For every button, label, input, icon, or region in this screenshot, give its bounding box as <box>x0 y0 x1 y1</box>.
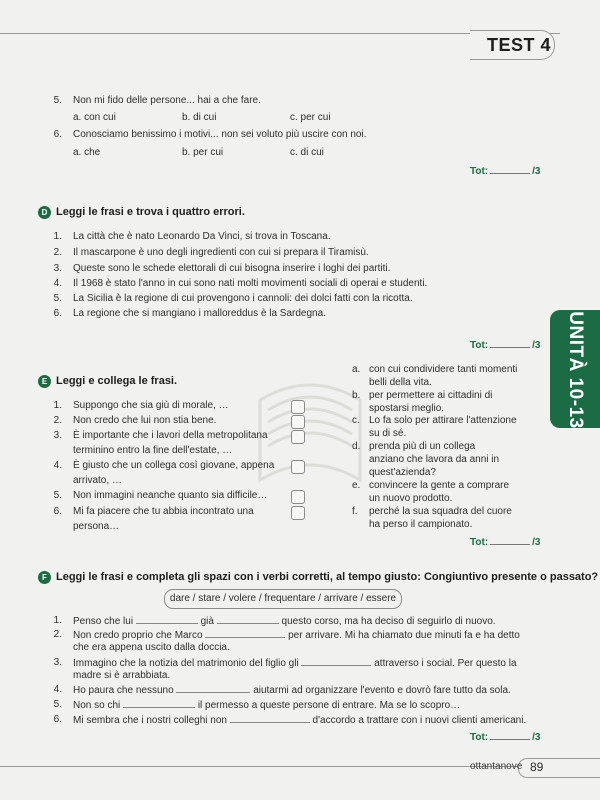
section-title: Leggi le frasi e trova i quattro errori. <box>56 206 245 218</box>
item-number: 6. <box>53 129 62 140</box>
sentence-text: Il mascarpone è uno degli ingredienti con cui si prepara il Tiramisù. <box>73 247 369 258</box>
sentence-start: Suppongo che sia giù di morale, … <box>73 400 229 411</box>
sentence-start: Mi fa piacere che tu abbia incontrato una <box>73 506 254 517</box>
item-number: 6. <box>53 506 62 517</box>
ending-letter: d. <box>352 441 361 452</box>
score-line: Tot: /3 <box>470 166 541 177</box>
unit-side-label: UNITÀ 10-13 <box>565 311 586 429</box>
item-number: 2. <box>53 247 62 258</box>
item-number: 3. <box>53 657 62 668</box>
answer-box[interactable] <box>291 490 305 504</box>
ending-text: quest'azienda? <box>369 467 436 478</box>
fill-sentence: Non credo proprio che Marco per arrivare. Mi ha chiamato due minuti fa e ha detto <box>73 630 520 641</box>
question-text: Non mi fido delle persone... hai a che fare. <box>73 95 261 106</box>
fill-sentence-cont: che era appena uscito dalla doccia. <box>73 642 230 653</box>
item-number: 6. <box>53 308 62 319</box>
ending-text: su di sé. <box>369 428 407 439</box>
ending-text: un nuovo prodotto. <box>369 493 453 504</box>
item-number: 5. <box>53 490 62 501</box>
blank-field[interactable] <box>123 698 195 708</box>
option-b[interactable]: b. per cui <box>182 147 224 158</box>
option-b[interactable]: b. di cui <box>182 112 217 123</box>
ending-text: perché la sua squadra del cuore <box>369 506 512 517</box>
page-title: TEST 4 <box>487 35 552 55</box>
fill-sentence-cont: madre si è arrabbiata. <box>73 670 171 681</box>
item-number: 3. <box>53 430 62 441</box>
sentence-start: È importante che i lavori della metropolitana <box>73 430 268 441</box>
fill-sentence: Mi sembra che i nostri colleghi non d'accordo a trattare con i nuovi clienti americani. <box>73 715 527 726</box>
blank-field[interactable] <box>136 614 198 624</box>
section-badge: E <box>38 375 51 388</box>
option-a[interactable]: a. che <box>73 147 101 158</box>
sentence-text: Il 1968 è stato l'anno in cui sono nati molti movimenti sociali di operai e studenti. <box>73 278 428 289</box>
item-number: 4. <box>53 460 62 471</box>
item-number: 1. <box>53 400 62 411</box>
score-line: Tot: /3 <box>470 340 541 351</box>
ending-letter: e. <box>352 480 361 491</box>
sentence-text: La città che è nato Leonardo Da Vinci, si trova in Toscana. <box>73 231 331 242</box>
fill-sentence: Penso che lui già questo corso, ma ha deciso di seguirlo di nuovo. <box>73 616 496 627</box>
item-number: 1. <box>53 231 62 242</box>
score-line: Tot: /3 <box>470 537 541 548</box>
sentence-start-cont: arrivato, … <box>73 475 122 486</box>
option-a[interactable]: a. con cui <box>73 112 116 123</box>
sentence-start: Non immagini neanche quanto sia difficile… <box>73 490 268 501</box>
ending-text: ha perso il campionato. <box>369 519 473 530</box>
item-number: 3. <box>53 263 62 274</box>
sentence-start: Non credo che lui non stia bene. <box>73 415 217 426</box>
section-title: Leggi le frasi e completa gli spazi con i verbi corretti, al tempo giusto: Congiuntivo presente o passato? <box>56 571 599 583</box>
item-number: 5. <box>53 699 62 710</box>
item-number: 5. <box>53 293 62 304</box>
section-badge: D <box>38 206 51 219</box>
section-badge: F <box>38 571 51 584</box>
sentence-start: È giusto che un collega così giovane, appena <box>73 460 275 471</box>
ending-text: Lo fa solo per attirare l'attenzione <box>369 415 517 426</box>
blank-field[interactable] <box>217 614 279 624</box>
item-number: 4. <box>53 278 62 289</box>
ending-text: anziano che lavora da anni in <box>369 454 500 465</box>
fill-sentence: Ho paura che nessuno aiutarmi ad organizzare l'evento e dovrò fare tutto da sola. <box>73 685 511 696</box>
score-line: Tot: /3 <box>470 732 541 743</box>
question-text: Conosciamo benissimo i motivi... non sei voluto più uscire con noi. <box>73 129 367 140</box>
answer-box[interactable] <box>291 415 305 429</box>
ending-text: per permettere ai cittadini di <box>369 390 493 401</box>
item-number: 2. <box>53 415 62 426</box>
ending-letter: b. <box>352 390 361 401</box>
sentence-text: Queste sono le schede elettorali di cui bisogna inserire i loghi dei partiti. <box>73 263 391 274</box>
answer-box[interactable] <box>291 460 305 474</box>
blank-field[interactable] <box>230 713 310 723</box>
ending-letter: a. <box>352 364 361 375</box>
ending-text: belli della vita. <box>369 377 432 388</box>
blank-field[interactable] <box>301 656 371 666</box>
page-number-word: ottantanove <box>470 761 523 772</box>
option-c[interactable]: c. per cui <box>290 112 331 123</box>
sentence-text: La Sicilia è la regione di cui provengono i cannoli: dei dolci fatti con la ricotta. <box>73 293 413 304</box>
item-number: 5. <box>53 95 62 106</box>
section-title: Leggi e collega le frasi. <box>56 375 178 387</box>
ending-text: spostarsi meglio. <box>369 403 445 414</box>
sentence-start-cont: persona… <box>73 521 120 532</box>
option-c[interactable]: c. di cui <box>290 147 324 158</box>
sentence-start-cont: terminino entro la fine dell'estate, … <box>73 445 233 456</box>
item-number: 2. <box>53 629 62 640</box>
ending-letter: c. <box>352 415 360 426</box>
answer-box[interactable] <box>291 430 305 444</box>
ending-letter: f. <box>352 506 358 517</box>
page-number: 89 <box>530 760 544 774</box>
fill-sentence: Immagino che la notizia del matrimonio del figlio gli attraverso i social. Per questo la <box>73 658 517 669</box>
answer-box[interactable] <box>291 506 305 520</box>
item-number: 6. <box>53 714 62 725</box>
item-number: 1. <box>53 615 62 626</box>
blank-field[interactable] <box>205 628 285 638</box>
answer-box[interactable] <box>291 400 305 414</box>
fill-sentence: Non so chi il permesso a queste persone di entrare. Ma se lo scopro… <box>73 700 461 711</box>
ending-text: prenda più di un collega <box>369 441 476 452</box>
blank-field[interactable] <box>176 683 250 693</box>
item-number: 4. <box>53 684 62 695</box>
word-bank: dare / stare / volere / frequentare / arrivare / essere <box>164 589 402 609</box>
sentence-text: La regione che si mangiano i malloreddus è la Sardegna. <box>73 308 326 319</box>
ending-text: con cui condividere tanti momenti <box>369 364 518 375</box>
ending-text: convincere la gente a comprare <box>369 480 510 491</box>
